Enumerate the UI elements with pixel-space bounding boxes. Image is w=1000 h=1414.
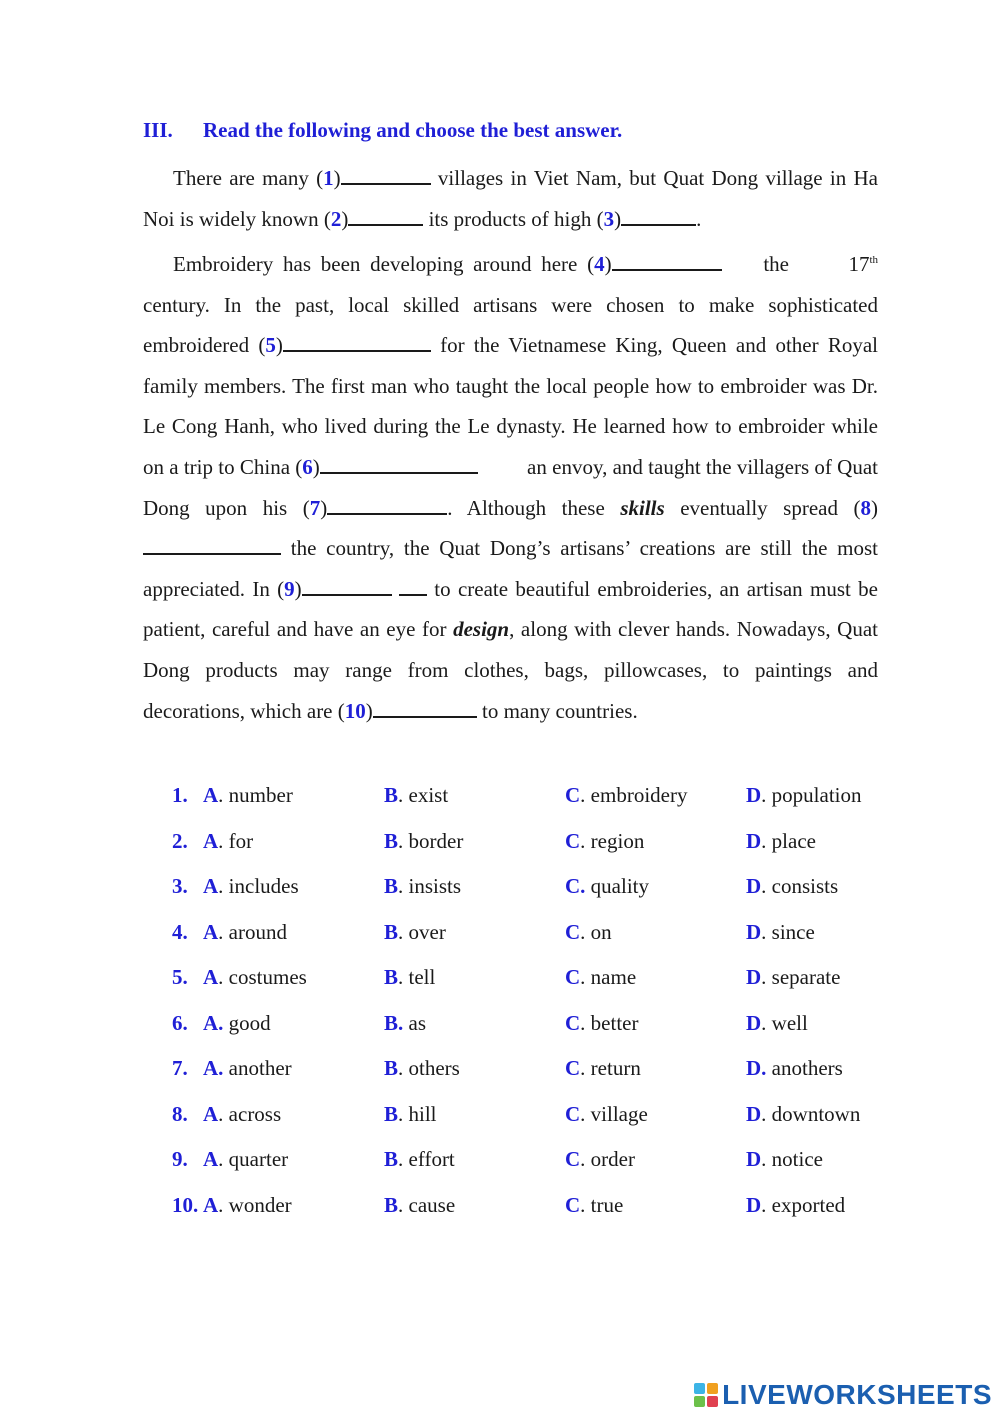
option-letter: A — [203, 965, 219, 989]
answer-blank-5[interactable] — [283, 332, 431, 352]
option-text: others — [408, 1056, 460, 1080]
option-letter: D — [746, 1192, 762, 1217]
option-letter: D. — [746, 1056, 767, 1080]
option-text: insists — [408, 874, 462, 898]
option-text: village — [590, 1101, 648, 1126]
option-letter: D — [746, 965, 762, 989]
answer-blank-1[interactable] — [341, 165, 431, 185]
option-text: across — [228, 1101, 282, 1126]
option-letter: D — [746, 1147, 762, 1171]
option-b[interactable]: B. hill — [384, 1101, 437, 1126]
option-letter: A — [203, 1101, 219, 1126]
option-text: consists — [771, 874, 839, 898]
emphasis-skills: skills — [620, 495, 665, 520]
option-letter: A. — [203, 1010, 224, 1035]
option-letter: A — [203, 1192, 219, 1217]
option-text: order — [590, 1147, 635, 1171]
option-letter: B — [384, 919, 399, 944]
answer-blank-2[interactable] — [348, 206, 423, 226]
option-text: another — [228, 1056, 292, 1080]
question-number: 4. — [172, 919, 188, 944]
option-letter: A — [203, 874, 219, 898]
option-c[interactable]: C. order — [565, 1147, 635, 1171]
answer-blank-4[interactable] — [612, 251, 722, 271]
option-a[interactable] — [203, 1050, 292, 1086]
option-letter: A — [203, 828, 219, 853]
option-letter: C. — [565, 874, 586, 898]
option-text: region — [590, 828, 645, 853]
option-text: name — [590, 965, 637, 989]
option-c[interactable]: C. embroidery — [565, 783, 688, 807]
option-letter: D — [746, 1101, 762, 1126]
option-text: border — [408, 828, 464, 853]
option-a[interactable]: A. costumes — [203, 965, 307, 989]
option-c[interactable]: C. return — [565, 1056, 641, 1080]
option-text: costumes — [228, 965, 307, 989]
answer-blank-9[interactable] — [302, 576, 392, 596]
option-c[interactable]: C. village — [565, 1101, 648, 1126]
option-letter: D — [746, 783, 762, 807]
option-text: exported — [771, 1192, 846, 1217]
option-letter: B — [384, 1101, 399, 1126]
option-text: hill — [408, 1101, 437, 1126]
option-a[interactable]: A. quarter — [203, 1147, 289, 1171]
gap-number: 4 — [594, 252, 605, 276]
option-d[interactable]: D. well — [746, 1010, 808, 1035]
option-d[interactable]: D. population — [746, 783, 862, 807]
option-b[interactable]: B. insists — [384, 874, 462, 898]
emphasis-design: design — [453, 617, 510, 642]
gap-number: 5 — [265, 333, 276, 358]
option-a[interactable]: A. number — [203, 783, 293, 807]
question-number: 5. — [172, 965, 188, 989]
option-b[interactable]: B. tell — [384, 965, 436, 989]
section-number: III. — [143, 118, 173, 142]
option-text: since — [771, 919, 815, 944]
answer-blank-6[interactable] — [320, 454, 478, 474]
option-text: wonder — [228, 1192, 292, 1217]
option-letter: C — [565, 965, 581, 989]
answer-blank-7[interactable] — [327, 495, 447, 515]
option-text: return — [590, 1056, 641, 1080]
passage-paragraph-1: There are many (1) villages in Viet Nam, but Quat Dong village in Ha Noi is widely known (2) its products of high (3) . — [143, 166, 878, 231]
option-text: good — [228, 1010, 271, 1035]
option-letter: B — [384, 965, 399, 989]
option-d[interactable]: D. downtown — [746, 1101, 861, 1126]
option-text: around — [228, 919, 287, 944]
option-letter: B. — [384, 1010, 404, 1035]
option-text: for — [228, 828, 254, 853]
option-a[interactable]: A. for — [203, 828, 254, 853]
option-text: place — [771, 828, 816, 853]
answer-blank-10[interactable] — [373, 698, 477, 718]
gap-number: 6 — [302, 454, 313, 479]
question-number: 6. — [172, 1010, 188, 1035]
option-letter: C — [565, 828, 581, 853]
option-text: tell — [408, 965, 436, 989]
option-text: downtown — [771, 1101, 861, 1126]
option-a[interactable]: A. across — [203, 1101, 282, 1126]
option-text: notice — [771, 1147, 823, 1171]
option-letter: A — [203, 919, 219, 944]
option-b[interactable]: B. border — [384, 828, 464, 853]
option-letter: A — [203, 1147, 219, 1171]
option-text: number — [228, 783, 293, 807]
gap-number: 7 — [309, 495, 321, 520]
option-text: embroidery — [590, 783, 688, 807]
gap-number: 9 — [284, 576, 295, 601]
option-c[interactable]: C. on — [565, 919, 612, 944]
option-b[interactable]: B. cause — [384, 1192, 456, 1217]
option-text: true — [590, 1192, 624, 1217]
option-text: on — [590, 919, 612, 944]
option-text: population — [771, 783, 862, 807]
option-letter: D — [746, 828, 762, 853]
option-text: includes — [228, 874, 299, 898]
option-text: exist — [408, 783, 449, 807]
option-text: over — [408, 919, 446, 944]
option-d[interactable]: D. exported — [746, 1192, 846, 1217]
question-number: 8. — [172, 1101, 188, 1126]
option-letter: C — [565, 783, 581, 807]
question-number: 10. — [172, 1192, 199, 1217]
option-d[interactable]: D. notice — [746, 1147, 823, 1171]
logo-mark-icon — [694, 1383, 718, 1407]
answer-blank-3[interactable] — [621, 206, 696, 226]
option-c[interactable]: C. better — [565, 1010, 639, 1035]
option-text: cause — [408, 1192, 456, 1217]
option-text: separate — [771, 965, 841, 989]
option-b[interactable]: B. others — [384, 1056, 460, 1080]
option-b[interactable]: B. exist — [384, 783, 449, 807]
option-b[interactable]: B. effort — [384, 1147, 455, 1171]
option-text: well — [771, 1010, 808, 1035]
option-c[interactable] — [565, 868, 649, 904]
option-text: anothers — [771, 1056, 843, 1080]
gap-number: 8 — [860, 495, 871, 520]
question-number: 3. — [172, 874, 188, 898]
answer-blank-8[interactable] — [143, 535, 281, 555]
option-letter: B — [384, 874, 399, 898]
option-b[interactable]: B. over — [384, 919, 446, 944]
option-letter: C — [565, 1147, 581, 1171]
option-letter: D — [746, 874, 762, 898]
option-b[interactable] — [384, 1005, 426, 1041]
option-letter: C — [565, 1101, 581, 1126]
option-a[interactable]: A. includes — [203, 874, 299, 898]
option-text: quarter — [228, 1147, 289, 1171]
option-text: quality — [590, 874, 649, 898]
option-c[interactable]: C. true — [565, 1192, 624, 1217]
option-d[interactable]: D. since — [746, 919, 815, 944]
gap-number: 1 — [323, 166, 334, 190]
gap-number: 3 — [603, 206, 615, 231]
passage-paragraph-2: Embroidery has been developing around here (4) the 17th century. In the past, local skilled artisans were chosen to make sophisticated embroidered (5) for the Vietnamese King, Queen and other Royal family members. The first man who taught the local people how to embroider was Dr. Le Cong Hanh, who lived during the Le dynasty. He learned how to embroider while on a trip to China (6) an envoy, and taught the villagers of Quat Dong upon his (7) . Although these skills eventually spread (8) the country, the Quat Dong’s artisans’ creations are still the most appreciated. In (9) to create beautiful embroideries, an artisan must be patient, careful and have an eye for design, along with clever hands. Nowadays, Quat Dong products may range from clothes, bags, pillowcases, to paintings and decorations, which are (10) to many countries. — [143, 252, 878, 723]
section-heading — [143, 118, 622, 143]
liveworksheets-logo — [694, 1380, 992, 1410]
option-letter: C — [565, 919, 581, 944]
option-d[interactable]: D. separate — [746, 965, 841, 989]
option-letter: B — [384, 828, 399, 853]
option-text: better — [590, 1010, 639, 1035]
option-letter: C — [565, 1010, 581, 1035]
option-c[interactable]: C. name — [565, 965, 637, 989]
option-letter: C — [565, 1192, 581, 1217]
option-letter: D — [746, 919, 762, 944]
option-c[interactable]: C. region — [565, 828, 645, 853]
question-number: 9. — [172, 1147, 188, 1171]
option-letter: A — [203, 783, 219, 807]
option-d[interactable]: D. place — [746, 828, 816, 853]
option-text: effort — [408, 1147, 455, 1171]
gap-number: 10 — [344, 698, 366, 723]
question-number: 7. — [172, 1056, 188, 1080]
option-a[interactable]: A. around — [203, 919, 287, 944]
logo-text: LIVEWORKSHEETS — [722, 1379, 992, 1410]
option-letter: B — [384, 1192, 399, 1217]
option-letter: A. — [203, 1056, 224, 1080]
option-letter: B — [384, 783, 399, 807]
option-a[interactable] — [203, 1005, 271, 1041]
section-title: Read the following and choose the best answer. — [203, 118, 623, 142]
question-number: 1. — [172, 783, 188, 807]
question-number: 2. — [172, 828, 188, 853]
gap-number: 2 — [330, 206, 342, 231]
option-a[interactable]: A. wonder — [203, 1192, 292, 1217]
option-letter: C — [565, 1056, 581, 1080]
option-d[interactable]: D. consists — [746, 874, 839, 898]
option-text: as — [408, 1010, 427, 1035]
option-letter: D — [746, 1010, 762, 1035]
option-d[interactable] — [746, 1050, 843, 1086]
option-letter: B — [384, 1056, 399, 1080]
option-letter: B — [384, 1147, 399, 1171]
